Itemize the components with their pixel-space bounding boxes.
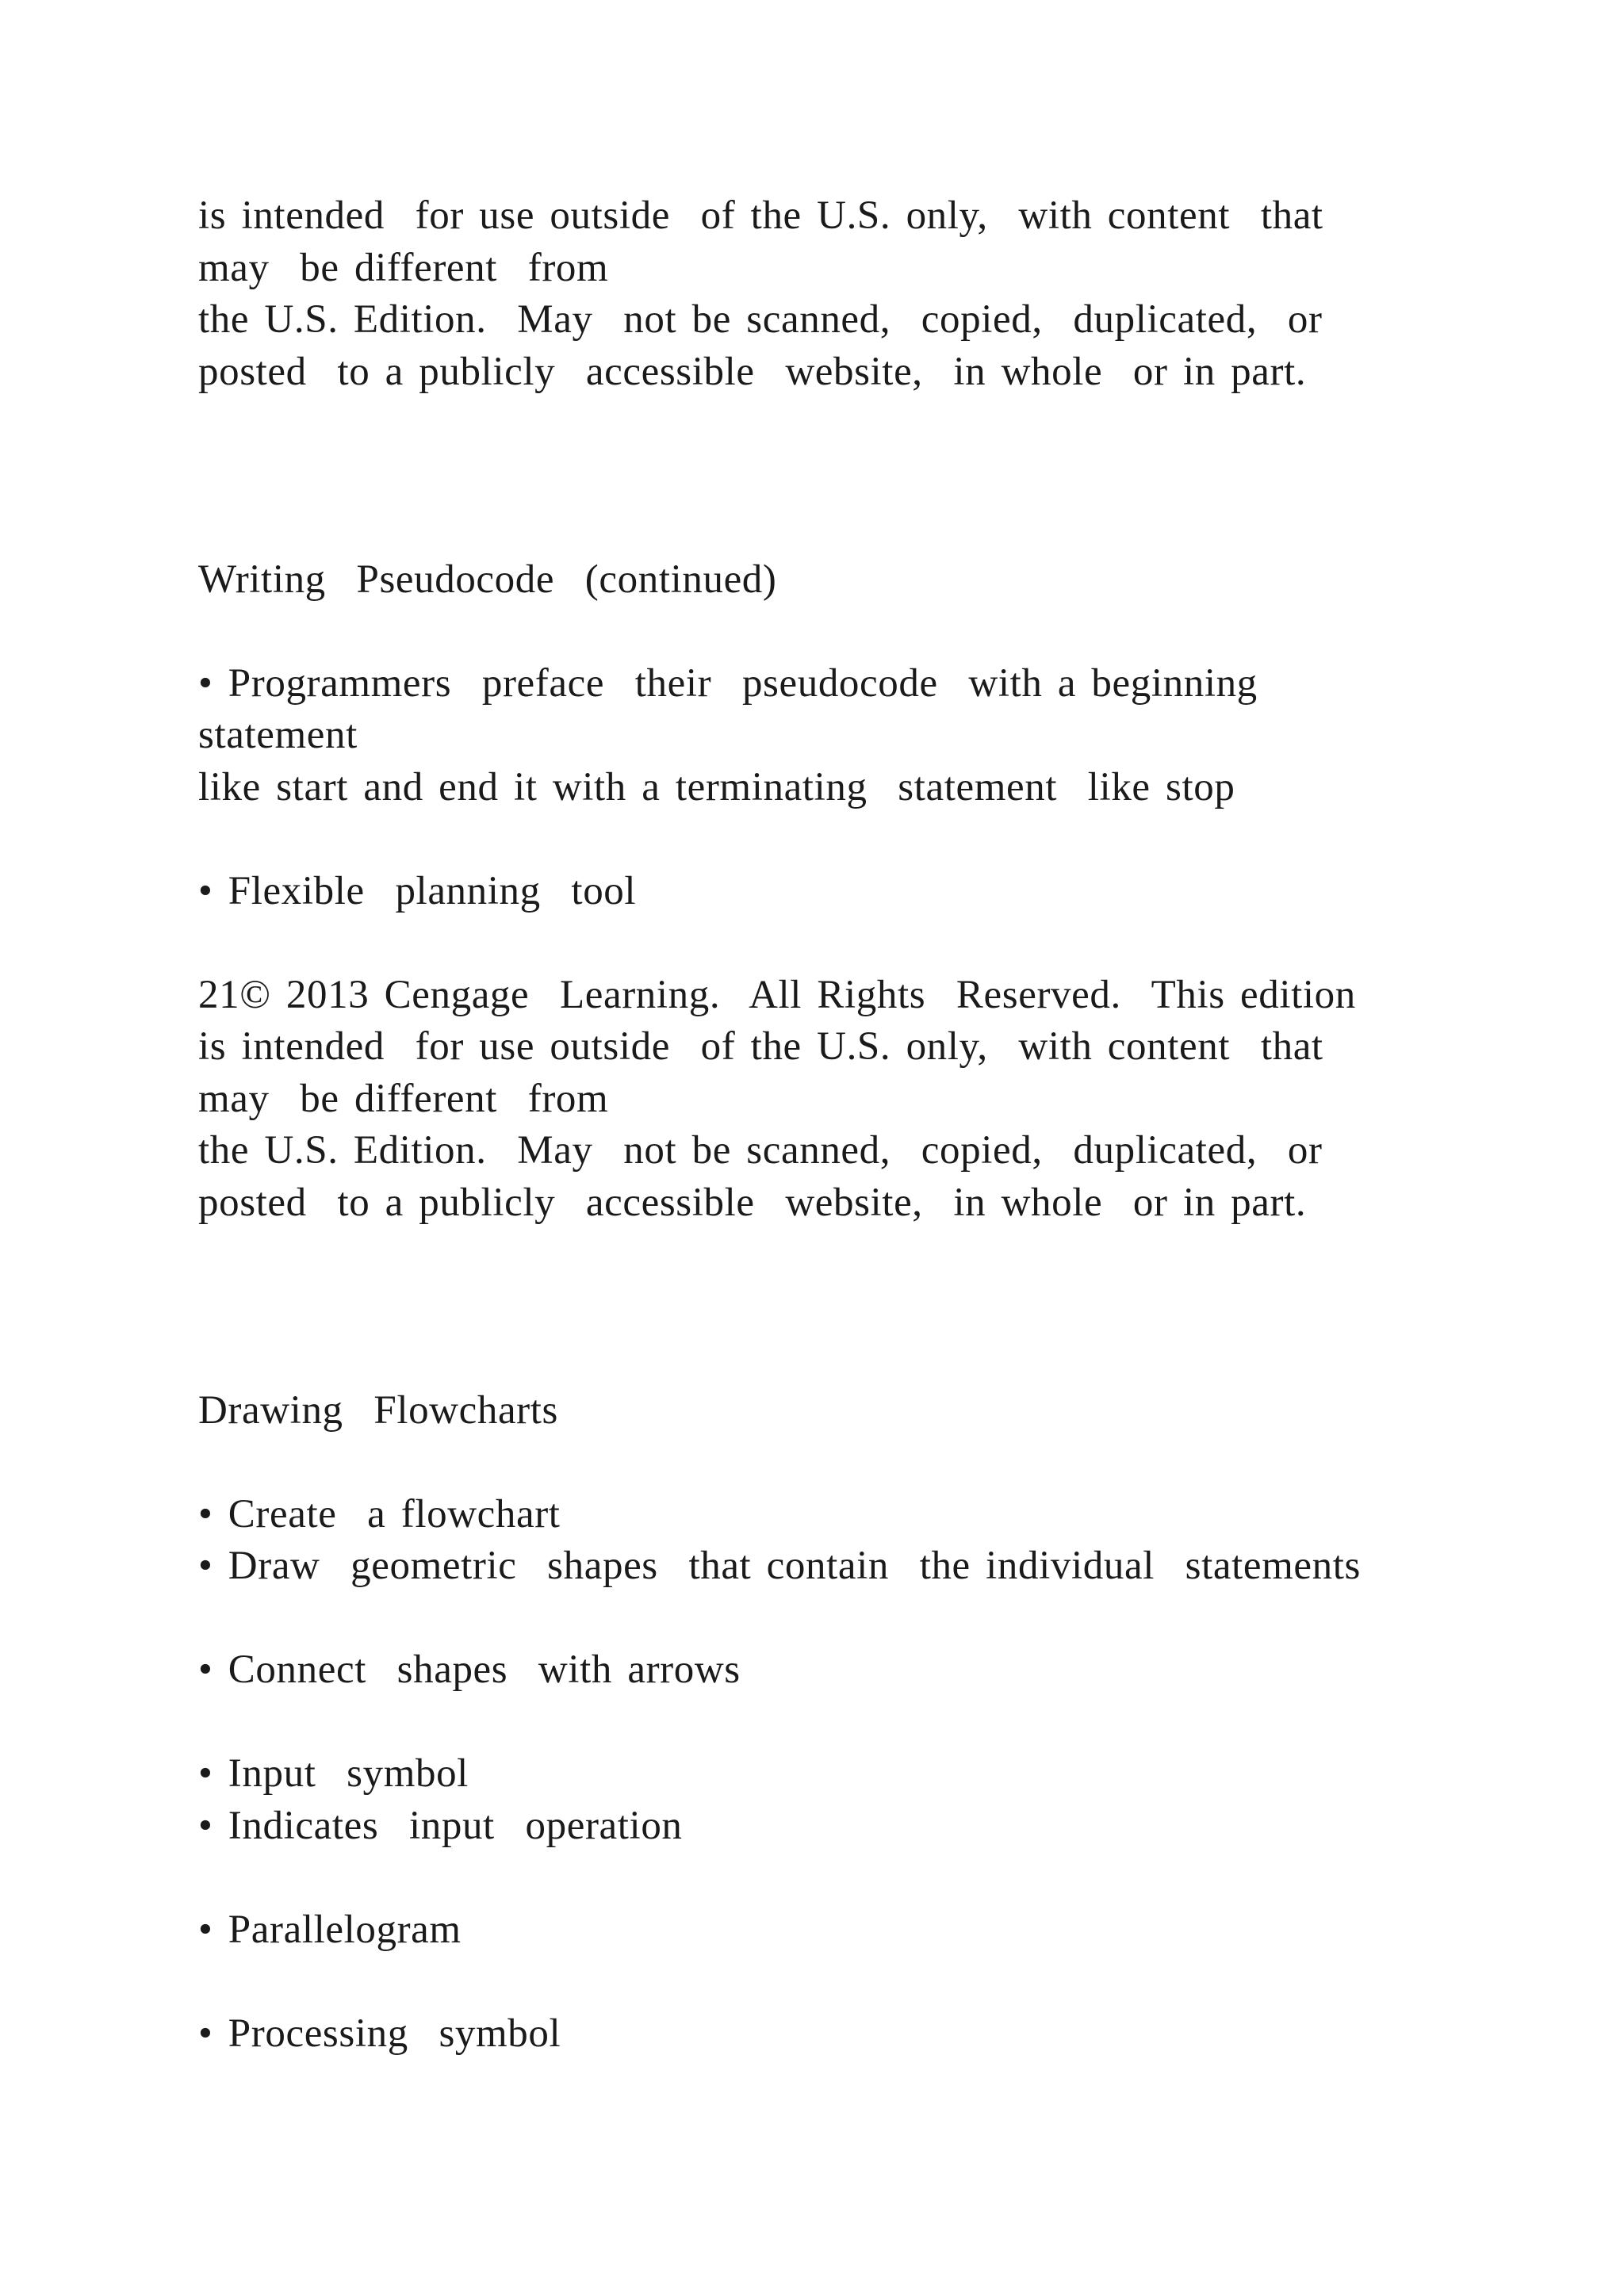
bullet-group-create xyxy=(198,1489,1546,1593)
section-heading-pseudocode: Writing Pseudocode (continued) xyxy=(198,557,777,602)
text-line: • Programmers preface their pseudocode with a beginning xyxy=(198,660,1258,706)
text-line: posted to a publicly accessible website, in whole or in part. xyxy=(198,349,1307,394)
section-heading-flowcharts: Drawing Flowcharts xyxy=(198,1387,558,1433)
spacer xyxy=(198,1852,1546,1904)
text-line: may be different from xyxy=(198,1076,609,1121)
text-line: • Draw geometric shapes that contain the individual statements xyxy=(198,1544,1361,1588)
spacer xyxy=(198,1229,1546,1385)
spacer xyxy=(198,917,1546,970)
text-line: statement xyxy=(198,713,358,757)
bullet-group-input xyxy=(198,1748,1546,1852)
text-line: 21© 2013 Cengage Learning. All Rights Reserved. This edition xyxy=(198,972,1356,1017)
spacer xyxy=(198,606,1546,658)
text-line: is intended for use outside of the U.S. only, with content that xyxy=(198,193,1323,238)
text-line: posted to a publicly accessible website, in whole or in part. xyxy=(198,1180,1307,1225)
spacer xyxy=(198,1593,1546,1645)
text-line: like start and end it with a terminating statement like stop xyxy=(198,764,1235,809)
spacer xyxy=(198,1437,1546,1489)
bullet-processing-symbol: • Processing symbol xyxy=(198,2011,561,2056)
bullet-parallelogram: • Parallelogram xyxy=(198,1907,462,1952)
spacer xyxy=(198,1697,1546,1749)
text-line: • Indicates input operation xyxy=(198,1803,683,1848)
copyright-notice-1 xyxy=(198,190,1546,398)
bullet-connect-shapes: • Connect shapes with arrows xyxy=(198,1647,741,1692)
spacer xyxy=(198,1956,1546,2008)
spacer xyxy=(198,813,1546,866)
text-line: • Create a flowchart xyxy=(198,1491,561,1536)
text-line: is intended for use outside of the U.S. only, with content that xyxy=(198,1024,1323,1069)
bullet-programmers xyxy=(198,658,1546,814)
text-line: may be different from xyxy=(198,245,609,290)
bullet-flexible-planning: • Flexible planning tool xyxy=(198,868,637,913)
text-line: • Input symbol xyxy=(198,1751,469,1796)
copyright-notice-2 xyxy=(198,970,1546,1230)
spacer xyxy=(198,398,1546,554)
text-line: the U.S. Edition. May not be scanned, copied, duplicated, or xyxy=(198,297,1323,342)
document-page xyxy=(198,190,1546,2060)
text-line: the U.S. Edition. May not be scanned, copied, duplicated, or xyxy=(198,1128,1323,1173)
